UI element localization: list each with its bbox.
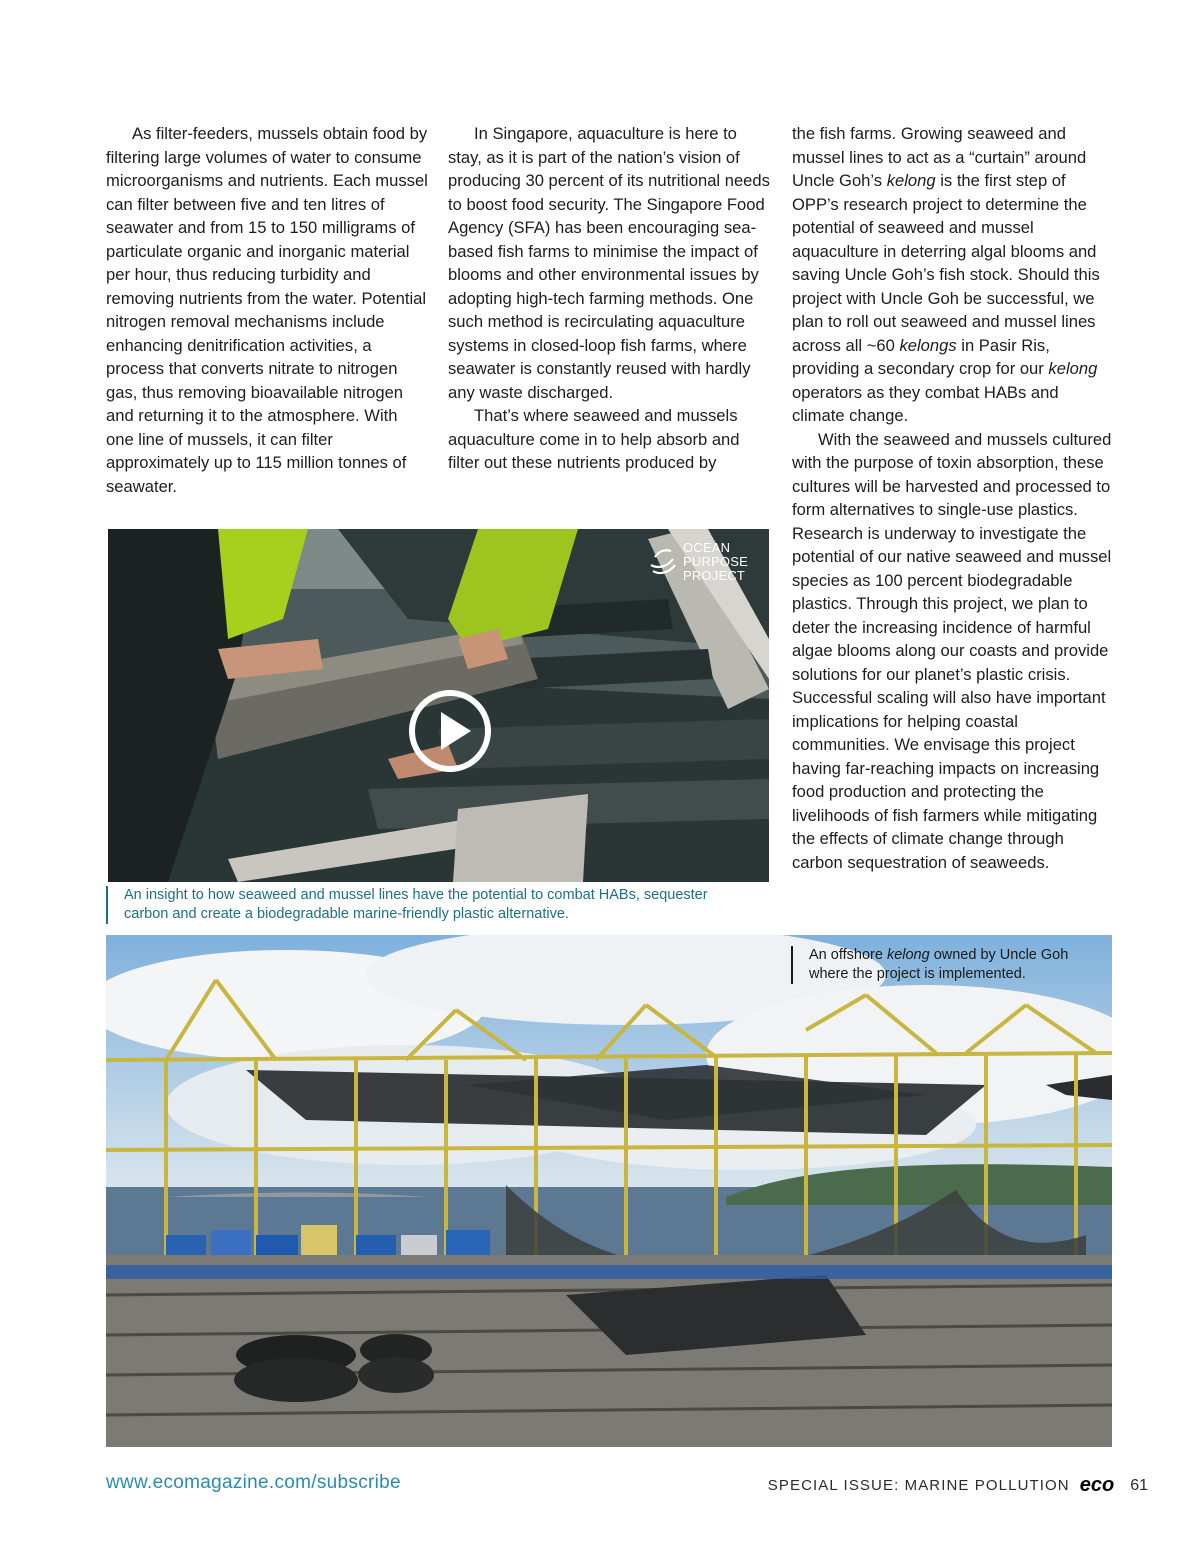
- paragraph: In Singapore, aquaculture is here to stay, as it is part of the nation’s vision of producing 30 percent of its nutritional needs to boost food security. The Singapore Food Agency (SFA) has been encouraging sea-based fish farms to minimise the impact of blooms and other environmental issues by adopting high-tech farming methods. One such method is recirculating aquaculture systems in closed-loop fish farms, where seawater is constantly reused with hardly any waste discharged.: [448, 124, 770, 402]
- video-player[interactable]: [108, 529, 769, 882]
- brand-logo: eco: [1079, 1474, 1115, 1496]
- ocean-purpose-project-logo: [649, 539, 761, 585]
- text-run: in Pasir Ris, providing a secondary crop for our: [792, 335, 1050, 378]
- article-column-2: [448, 122, 772, 475]
- paragraph: [792, 122, 1114, 428]
- text-run: owned by Uncle Goh where the project is implemented.: [809, 947, 1069, 982]
- video-caption: An insight to how seaweed and mussel lines have the potential to combat HABs, sequester carbon and create a biodegradable marine-friendly plastic alternative.: [106, 886, 746, 924]
- logo-text-line: OCEAN: [683, 540, 731, 555]
- text-run: An offshore: [809, 947, 887, 963]
- paragraph: As filter-feeders, mussels obtain food by filtering large volumes of water to consume microorganisms and nutrients. Each mussel can filter between five and ten litres of seawater and from 15 to 150 milligrams of particulate organic and inorganic material per hour, thus reducing turbidity and removing nutrients from the water. Potential nitrogen removal mechanisms include enhancing denitrification activities, a process that converts nitrate to nitrogen gas, thus removing bioavailable nitrogen and returning it to the atmosphere. With one line of mussels, it can filter approximately up to 115 million tonnes of seawater.: [106, 124, 428, 496]
- text-run: operators as they combat HABs and climate change.: [792, 382, 1059, 425]
- text-run: the fish farms. Growing seaweed and mussel lines to act as a “curtain” around Uncle Goh’s: [792, 124, 1087, 190]
- subscribe-link[interactable]: www.ecomagazine.com/subscribe: [106, 1472, 401, 1493]
- italic-term: kelong: [1048, 359, 1098, 378]
- paragraph: That’s where seaweed and mussels aquaculture come in to help absorb and filter out these nutrients produced by: [448, 406, 740, 472]
- section-label: SPECIAL ISSUE: MARINE POLLUTION: [767, 1477, 1070, 1494]
- photo-caption: [791, 946, 1096, 984]
- italic-term: kelong: [886, 947, 930, 963]
- play-icon: [441, 712, 471, 750]
- play-button[interactable]: [409, 690, 491, 772]
- logo-text-line: PROJECT: [683, 568, 746, 583]
- paragraph: With the seaweed and mussels cultured with the purpose of toxin absorption, these cultures will be harvested and processed to form alternatives to single-use plastics. Research is underway to investigate the potential of our native seaweed and mussel species as 100 percent biodegradable plastics. Through this project, we plan to deter the increasing incidence of harmful algae blooms along our coasts and provide solutions for our planet’s plastic crisis. Successful scaling will also have important implications for helping coastal communities. We envisage this project having far-reaching impacts on increasing food production and protecting the livelihoods of fish farmers while mitigating the effects of climate change through carbon sequestration of seaweeds.: [792, 429, 1112, 872]
- logo-text-line: PURPOSE: [683, 554, 748, 569]
- footer-info: [768, 1474, 1148, 1497]
- wave-logo-icon: [649, 545, 677, 579]
- article-column-3: [792, 122, 1114, 874]
- kelong-photo: [106, 935, 1112, 1447]
- italic-term: kelongs: [899, 335, 957, 355]
- italic-term: kelong: [886, 171, 936, 190]
- page-number: 61: [1130, 1476, 1148, 1494]
- text-run: is the first step of OPP’s research project to determine the potential of seaweed and mussel aquaculture in deterring algal blooms and saving Uncle Goh’s fish stock. Should this project with Uncle Goh be successful, we plan to roll out seaweed and mussel lines across all ~60: [792, 171, 1100, 355]
- article-column-1: [106, 122, 428, 498]
- kelong-image: [106, 935, 1112, 1447]
